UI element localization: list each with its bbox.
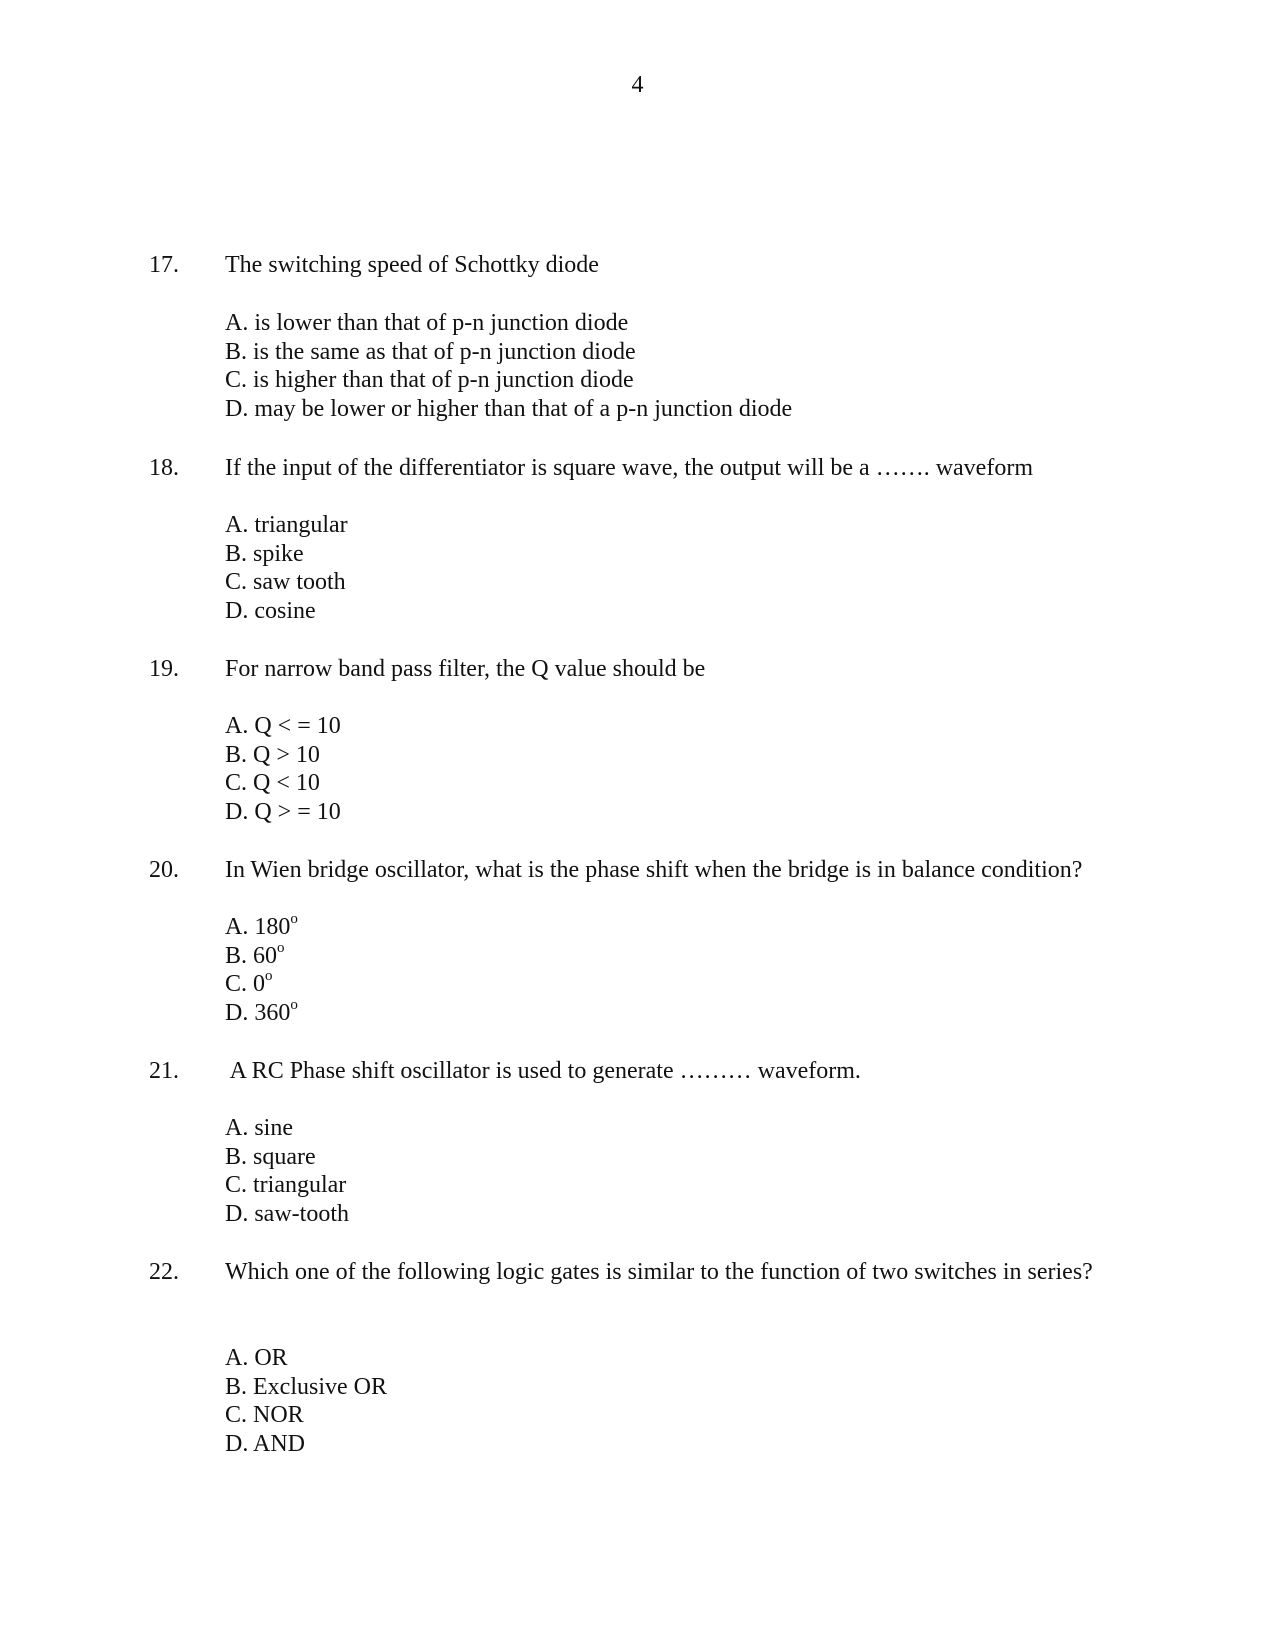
option-text: B. 60 <box>225 942 278 969</box>
option-text: D. 360 <box>225 1000 291 1027</box>
degree-superscript: o <box>277 939 285 956</box>
option-b <box>225 939 298 972</box>
option-b: B. Exclusive OR <box>225 1373 387 1400</box>
degree-superscript: o <box>290 997 298 1014</box>
question-text: If the input of the differentiator is square wave, the output will be a ……. waveform <box>225 455 1033 481</box>
option-a <box>225 911 298 943</box>
option-c: C. NOR <box>225 1402 304 1429</box>
option-text: A. 180 <box>225 914 291 940</box>
option-c: C. Q < 10 <box>225 770 320 797</box>
page-number: 4 <box>631 72 644 98</box>
question-text: In Wien bridge oscillator, what is the phase shift when the bridge is in balance condition? <box>225 857 1083 883</box>
question-number: 20. <box>149 857 179 883</box>
option-c <box>225 968 298 1000</box>
options-list <box>225 1115 349 1230</box>
option-a: A. Q < = 10 <box>225 713 341 739</box>
question-text: For narrow band pass filter, the Q value should be <box>225 656 706 682</box>
question-number: 17. <box>149 252 179 278</box>
option-b: B. is the same as that of p-n junction diode <box>225 338 636 365</box>
option-text: C. 0 <box>225 971 266 998</box>
options-list <box>225 1345 387 1460</box>
option-c: C. is higher than that of p-n junction diode <box>225 367 634 394</box>
option-b: B. Q > 10 <box>225 741 320 768</box>
option-c: C. saw tooth <box>225 569 346 596</box>
option-d: D. AND <box>225 1431 306 1458</box>
options-list <box>225 512 348 627</box>
option-d: D. saw-tooth <box>225 1201 349 1228</box>
question-number: 18. <box>149 455 179 481</box>
option-c: C. triangular <box>225 1172 347 1199</box>
option-a: A. OR <box>225 1345 288 1371</box>
option-d: D. may be lower or higher than that of a p-n junction diode <box>225 396 793 423</box>
option-b: B. square <box>225 1143 316 1170</box>
question-text: A RC Phase shift oscillator is used to generate ……… waveform. <box>225 1058 861 1084</box>
option-a: A. triangular <box>225 512 348 538</box>
question-number: 21. <box>149 1058 179 1084</box>
options-list <box>225 713 341 828</box>
question-number: 19. <box>149 656 179 682</box>
option-d: D. Q > = 10 <box>225 799 341 826</box>
question-text: The switching speed of Schottky diode <box>225 252 599 278</box>
options-list <box>225 310 792 425</box>
options-list <box>225 911 298 1029</box>
question-text: Which one of the following logic gates is similar to the function of two switches in series? <box>225 1259 1093 1285</box>
option-d <box>225 997 298 1029</box>
degree-superscript: o <box>290 911 298 927</box>
option-a: A. is lower than that of p-n junction diode <box>225 310 629 336</box>
degree-superscript: o <box>265 968 273 985</box>
option-a: A. sine <box>225 1115 293 1141</box>
option-d: D. cosine <box>225 598 316 625</box>
option-b: B. spike <box>225 540 304 567</box>
question-number: 22. <box>149 1259 179 1285</box>
